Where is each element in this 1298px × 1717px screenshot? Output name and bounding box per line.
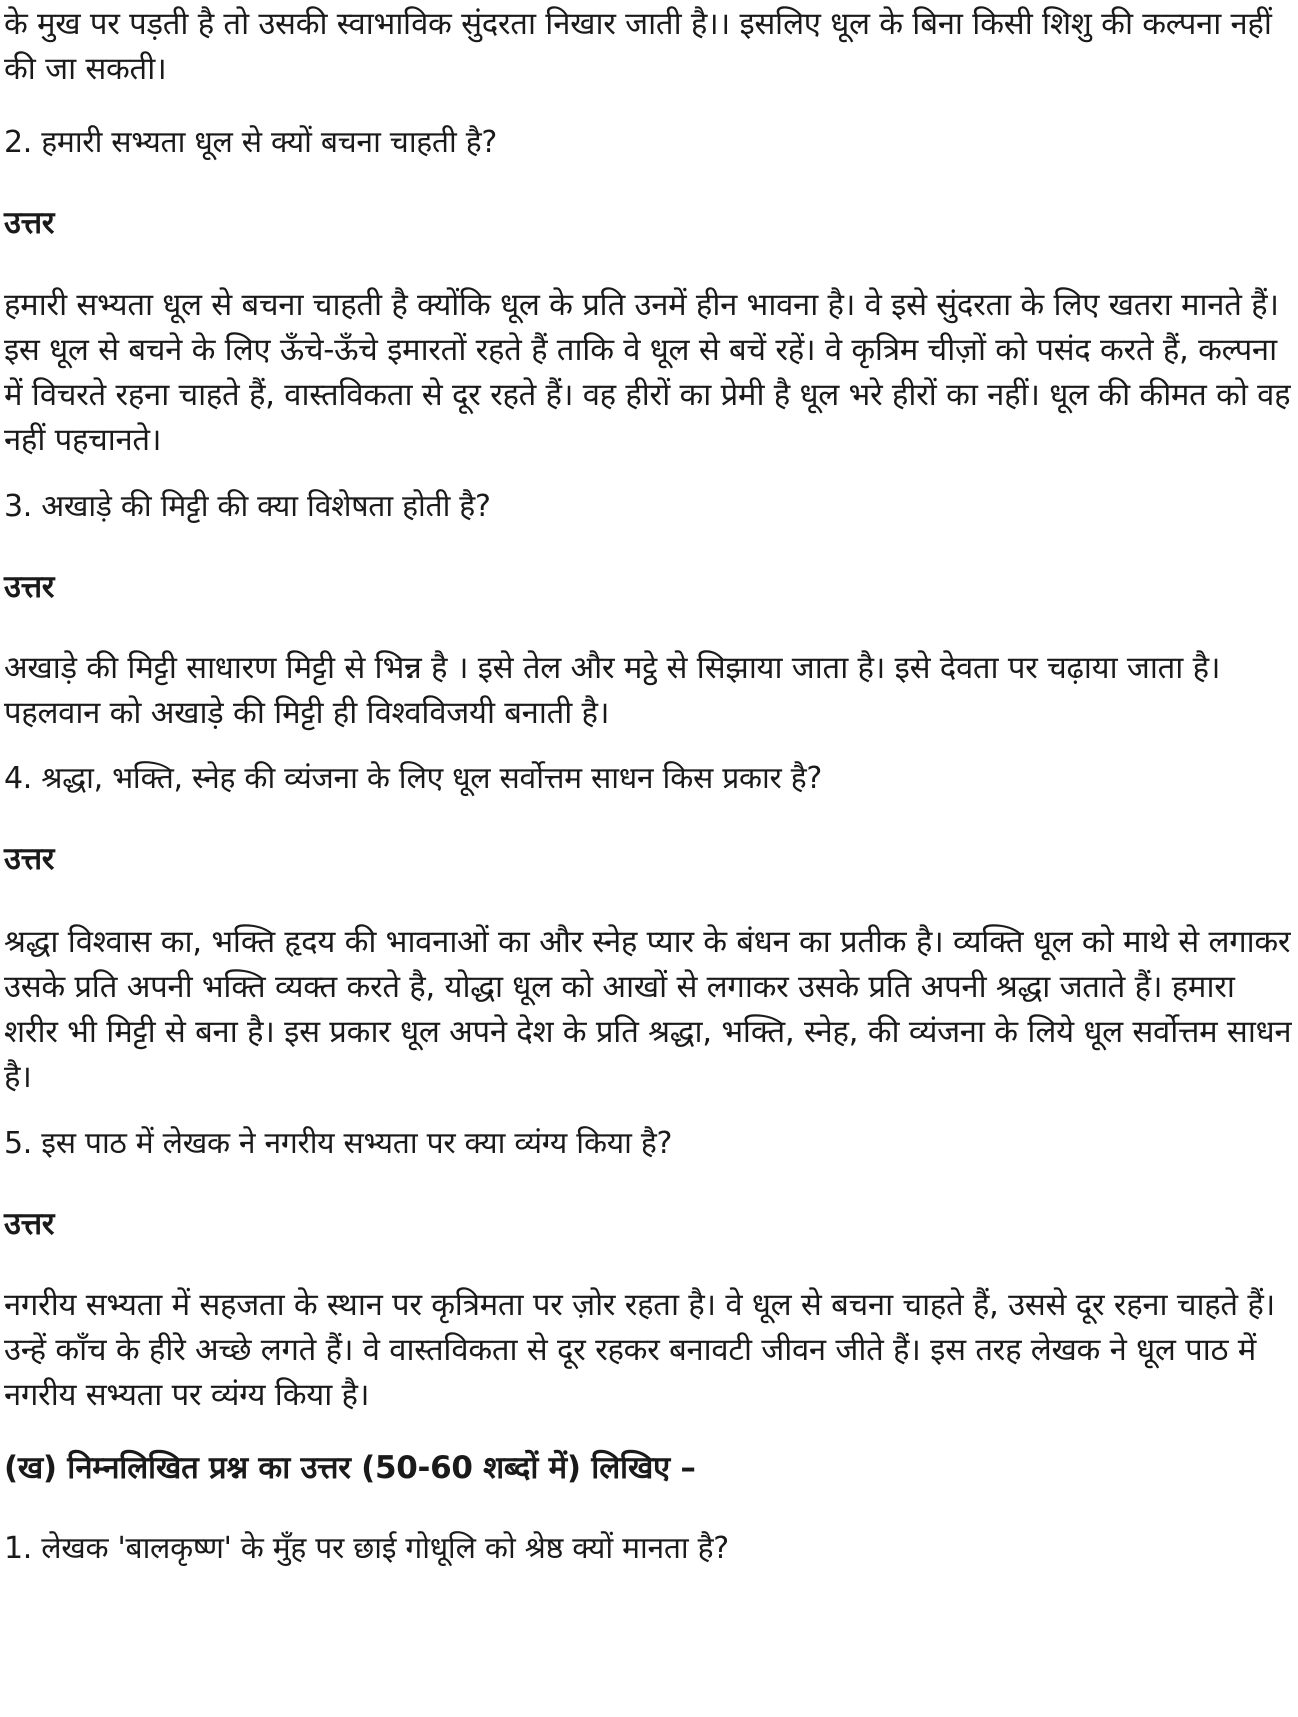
answer-2-paragraph: हमारी सभ्यता धूल से बचना चाहती है क्योंकि धूल के प्रति उनमें हीन भावना है। वे इसे सुंदरता के लिए खतरा मानते हैं। इस धूल से बचने के लिए ऊँचे-ऊँचे इमारतों रहते हैं ताकि वे धूल से बचें रहें। वे कृत्रिम चीज़ों को पसंद करते हैं, कल्पना में विचरते रहना चाहते हैं, वास्तविकता से दूर रहते हैं। वह हीरों का प्रेमी है धूल भरे हीरों का नहीं। धूल की कीमत को वह नहीं पहचानते। (4, 287, 1291, 458)
question-2: 2. हमारी सभ्यता धूल से क्यों बचना चाहती है? (4, 125, 497, 160)
question-5: 5. इस पाठ में लेखक ने नगरीय सभ्यता पर क्या व्यंग्य किया है? (4, 1126, 673, 1161)
section-b-heading: (ख) निम्नलिखित प्रश्न का उत्तर (50-60 शब्दों में) लिखिए – (4, 1450, 696, 1486)
answer-5-paragraph: नगरीय सभ्यता में सहजता के स्थान पर कृत्रिमता पर ज़ोर रहता है। वे धूल से बचना चाहते हैं, उससे दूर रहना चाहते हैं। उन्हें काँच के हीरे अच्छे लगते हैं। वे वास्तविकता से दूर रहकर बनावटी जीवन जीते हैं। इस तरह लेखक ने धूल पाठ में नगरीय सभ्यता पर व्यंग्य किया है। (4, 1287, 1275, 1413)
question-3: 3. अखाड़े की मिट्टी की क्या विशेषता होती है? (4, 489, 491, 524)
intro-continuation-paragraph: के मुख पर पड़ती है तो उसकी स्वाभाविक सुंदरता निखार जाती है।। इसलिए धूल के बिना किसी शिशु की कल्पना नहीं की जा सकती। (4, 6, 1272, 87)
answer-2-heading: उत्तर (4, 205, 55, 241)
section-b-question-1: 1. लेखक 'बालकृष्ण' के मुँह पर छाई गोधूलि को श्रेष्ठ क्यों मानता है? (4, 1531, 729, 1566)
answer-3-heading: उत्तर (4, 569, 55, 605)
answer-5-heading: उत्तर (4, 1206, 55, 1242)
answer-4-heading: उत्तर (4, 841, 55, 877)
answer-4-paragraph: श्रद्धा विश्वास का, भक्ति हृदय की भावनाओं का और स्नेह प्यार के बंधन का प्रतीक है। व्यक्ति धूल को माथे से लगाकर उसके प्रति अपनी भक्ति व्यक्त करते है, योद्धा धूल को आखों से लगाकर उसके प्रति अपनी श्रद्धा जताते हैं। हमारा शरीर भी मिट्टी से बना है। इस प्रकार धूल अपने देश के प्रति श्रद्धा, भक्ति, स्नेह, की व्यंजना के लिये धूल सर्वोत्तम साधन है। (4, 924, 1292, 1095)
question-4: 4. श्रद्धा, भक्ति, स्नेह की व्यंजना के लिए धूल सर्वोत्तम साधन किस प्रकार है? (4, 761, 822, 796)
answer-3-paragraph: अखाड़े की मिट्टी साधारण मिट्टी से भिन्न है । इसे तेल और मट्ठे से सिझाया जाता है। इसे देवता पर चढ़ाया जाता है। पहलवान को अखाड़े की मिट्टी ही विश्वविजयी बनाती है। (4, 650, 1221, 731)
